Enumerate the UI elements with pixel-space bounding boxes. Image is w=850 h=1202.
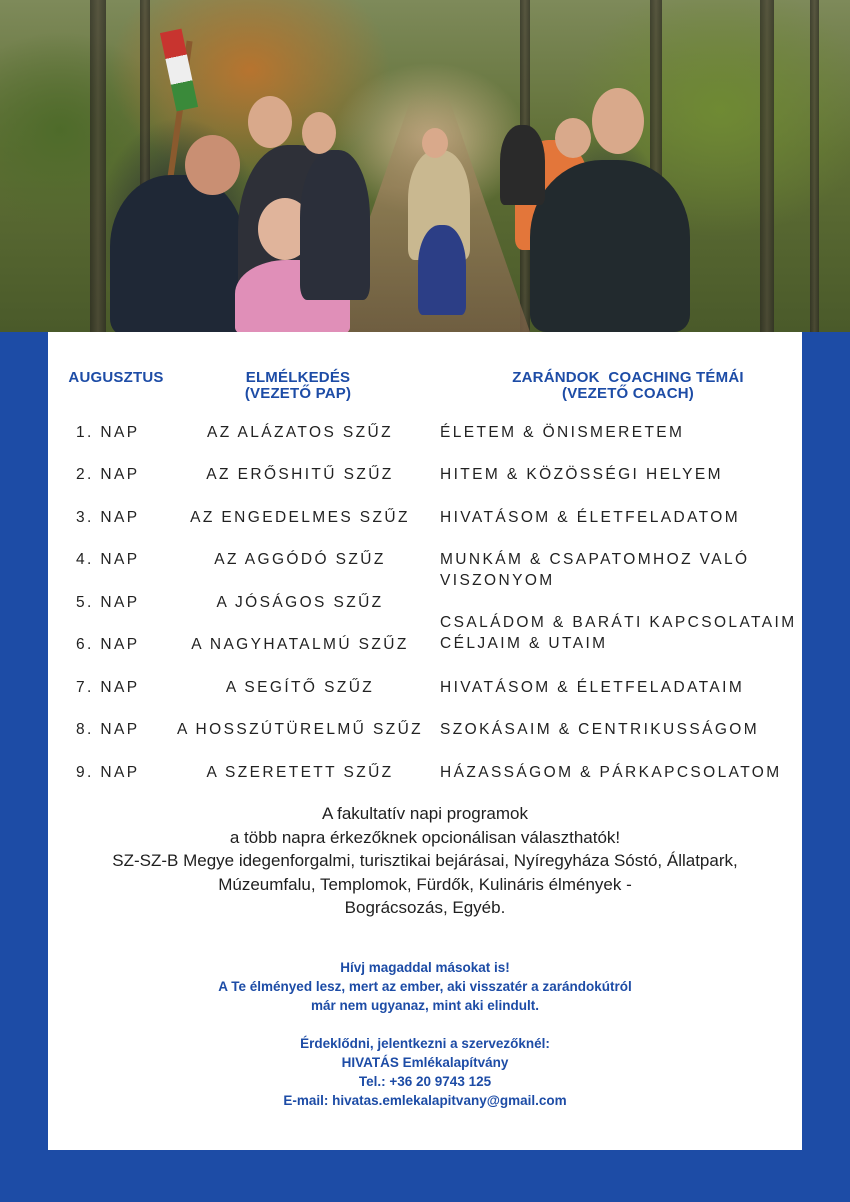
column-header-reflection <box>208 370 388 402</box>
info-line: A fakultatív napi programok <box>321 804 528 823</box>
row-theme: ÉLETEM & ÖNISMERETEM <box>440 424 685 441</box>
row-day: 7. NAP <box>76 679 140 696</box>
row-reflection: AZ ALÁZATOS SZŰZ <box>207 424 393 441</box>
schedule-row <box>48 422 802 466</box>
invite-line: Hívj magaddal másokat is! <box>340 960 510 975</box>
row-day: 2. NAP <box>76 466 140 483</box>
schedule-row <box>48 464 802 508</box>
row-reflection: AZ ENGEDELMES SZŰZ <box>190 509 410 526</box>
optional-programs-info <box>48 802 802 920</box>
row-day: 9. NAP <box>76 764 140 781</box>
row-day: 6. NAP <box>76 636 140 653</box>
row-reflection: A HOSSZÚTÜRELMŰ SZŰZ <box>176 721 424 738</box>
header-photo-pilgrims <box>0 0 850 332</box>
contact-block <box>48 1034 802 1110</box>
column-header-reflection-sub: (VEZETŐ PAP) <box>244 385 352 402</box>
schedule-row <box>48 507 802 551</box>
schedule-row <box>48 719 802 763</box>
row-day: 8. NAP <box>76 721 140 738</box>
row-reflection: AZ AGGÓDÓ SZŰZ <box>214 551 386 568</box>
invite-line: már nem ugyanaz, mint aki elindult. <box>310 998 540 1013</box>
schedule-row <box>48 549 802 593</box>
contact-email[interactable]: E-mail: hivatas.emlekalapitvany@gmail.com <box>283 1093 567 1108</box>
row-day: 3. NAP <box>76 509 140 526</box>
row-reflection: A JÓSÁGOS SZŰZ <box>216 594 384 611</box>
row-day: 5. NAP <box>76 594 140 611</box>
invite-line: A Te élményed lesz, mert az ember, aki visszatér a zarándokútról <box>218 979 632 994</box>
contact-org: HIVATÁS Emlékalapítvány <box>341 1055 509 1070</box>
row-theme: CSALÁDOM & BARÁTI KAPCSOLATAIM CÉLJAIM & UTAIM <box>440 614 797 652</box>
info-line: Bográcsozás, Egyéb. <box>344 898 506 917</box>
contact-intro: Érdeklődni, jelentkezni a szervezőknél: <box>300 1036 550 1051</box>
row-theme: HITEM & KÖZÖSSÉGI HELYEM <box>440 466 723 483</box>
info-line: Múzeumfalu, Templomok, Fürdők, Kulináris élmények - <box>218 874 632 894</box>
row-day: 4. NAP <box>76 551 140 568</box>
row-theme: HÁZASSÁGOM & PÁRKAPCSOLATOM <box>440 764 782 781</box>
column-header-theme-sub: (VEZETŐ COACH) <box>562 385 694 402</box>
info-line: SZ-SZ-B Megye idegenforgalmi, turisztikai bejárásai, Nyíregyháza Sóstó, Állatpark, <box>112 851 738 870</box>
row-reflection: A SZERETETT SZŰZ <box>206 764 394 781</box>
row-reflection: A SEGÍTŐ SZŰZ <box>225 679 375 696</box>
column-header-day: AUGUSZTUS <box>68 369 164 386</box>
column-header-reflection-title: ELMÉLKEDÉS <box>245 369 351 386</box>
row-day: 1. NAP <box>76 424 140 441</box>
schedule-row <box>48 677 802 721</box>
row-theme: HIVATÁSOM & ÉLETFELADATAIM <box>440 679 745 696</box>
invitation-text <box>48 958 802 1015</box>
row-theme: HIVATÁSOM & ÉLETFELADATOM <box>440 509 741 526</box>
contact-phone[interactable]: Tel.: +36 20 9743 125 <box>358 1074 492 1089</box>
column-header-theme-title: ZARÁNDOK COACHING TÉMÁI <box>512 369 744 386</box>
column-header-theme <box>468 370 788 402</box>
row-theme: SZOKÁSAIM & CENTRIKUSSÁGOM <box>440 721 760 738</box>
schedule-row <box>48 612 802 656</box>
row-reflection: AZ ERŐSHITŰ SZŰZ <box>206 466 394 483</box>
schedule-row <box>48 762 802 806</box>
row-reflection: A NAGYHATALMÚ SZŰZ <box>191 636 409 653</box>
info-line: a több napra érkezőknek opcionálisan választhatók! <box>229 827 621 847</box>
schedule-card <box>48 332 802 1150</box>
row-theme: MUNKÁM & CSAPATOMHOZ VALÓ VISZONYOM <box>440 551 750 589</box>
